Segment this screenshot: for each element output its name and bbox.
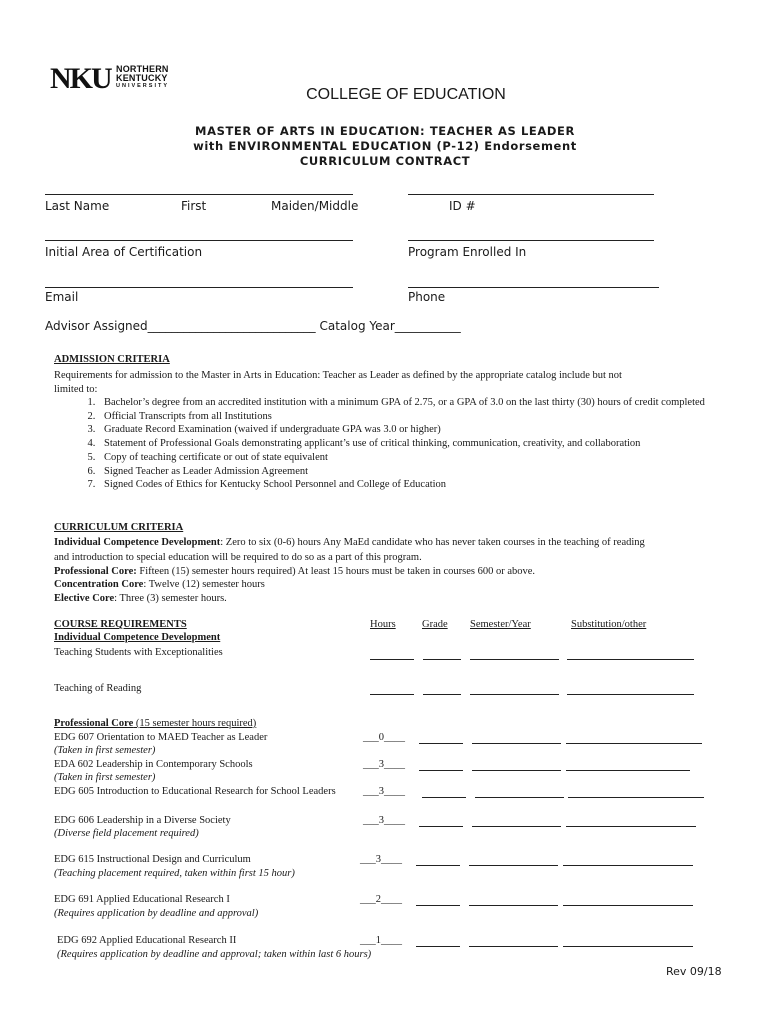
pc-course-691-note: (Requires application by deadline and approval) [54,908,259,919]
icd-2-hours-line[interactable] [370,694,414,695]
icd-criteria-text: : Zero to six (0-6) hours Any MaEd candidate who has never taken courses in the teaching of reading [220,537,645,548]
pc-criteria-text: Fifteen (15) semester hours required) At least 15 hours must be taken in courses 600 or above. [136,566,536,577]
list-item: 3. Graduate Record Examination (waived if undergraduate GPA was 3.0 or higher) [98,423,758,437]
pc-691-grade-line[interactable] [416,905,460,906]
pc-615-grade-line[interactable] [416,865,460,866]
pc-course-602-note: (Taken in first semester) [54,772,156,783]
pc-602-semester-line[interactable] [472,770,561,771]
pc-691-semester-line[interactable] [469,905,558,906]
pc-course-605-hours[interactable]: ___3____ [363,786,405,797]
list-item: 4. Statement of Professional Goals demonstrating applicant’s use of critical thinking, communication, creativity, and collaboration [98,437,758,451]
college-title: COLLEGE OF EDUCATION [306,86,506,103]
list-item: 2. Official Transcripts from all Institutions [98,410,758,424]
pc-692-sub-line[interactable] [563,946,693,947]
pc-606-semester-line[interactable] [472,826,561,827]
col-hours: Hours [370,619,396,630]
logo-line-3: UNIVERSITY [116,83,170,89]
ec-criteria-label: Elective Core [54,593,115,604]
pc-692-grade-line[interactable] [416,946,460,947]
pc-615-semester-line[interactable] [469,865,558,866]
endorsement-title: with ENVIRONMENTAL EDUCATION (P-12) Endorsement [193,139,577,153]
cc-criteria-label: Concentration Core [54,579,144,590]
phone-label: Phone [408,290,446,304]
icd-criteria-label: Individual Competence Development [54,537,221,548]
pc-heading [54,718,256,729]
ec-criteria-text: : Three (3) semester hours. [114,593,227,604]
icd-course-2: Teaching of Reading [54,683,142,694]
email-label: Email [45,290,79,304]
pc-course-607: EDG 607 Orientation to MAED Teacher as Leader [54,732,268,743]
logo-line-1: NORTHERN [116,64,169,74]
admission-intro-2: limited to: [54,384,98,395]
admission-list [54,396,758,492]
certification-line[interactable] [45,240,353,241]
icd-2-grade-line[interactable] [423,694,461,695]
icd-criteria-text-2: and introduction to special education will be required to do so as a part of this program. [54,552,422,563]
icd-1-grade-line[interactable] [423,659,461,660]
pc-course-606-hours[interactable]: ___3____ [363,815,405,826]
pc-course-692: EDG 692 Applied Educational Research II [57,935,237,946]
pc-course-692-hours[interactable]: ___1____ [360,935,402,946]
admission-intro: Requirements for admission to the Master in Arts in Education: Teacher as Leader as defined by the appropriate catalog include but not [54,370,622,381]
advisor-catalog-line[interactable]: Advisor Assigned____________________________ Catalog Year___________ [45,319,461,333]
pc-course-615: EDG 615 Instructional Design and Curriculum [54,854,251,865]
id-line[interactable] [408,194,654,195]
logo-line-2: KENTUCKY [116,73,168,83]
pc-605-grade-line[interactable] [422,797,466,798]
pc-605-sub-line[interactable] [568,797,704,798]
pc-606-sub-line[interactable] [566,826,696,827]
pc-course-602: EDA 602 Leadership in Contemporary Schools [54,759,253,770]
col-grade: Grade [422,619,448,630]
program-title: MASTER OF ARTS IN EDUCATION: TEACHER AS LEADER [195,124,575,138]
pc-606-grade-line[interactable] [419,826,463,827]
icd-2-semester-line[interactable] [470,694,559,695]
pc-602-sub-line[interactable] [566,770,690,771]
pc-607-sub-line[interactable] [566,743,702,744]
list-item: 5. Copy of teaching certificate or out of state equivalent [98,451,758,465]
certification-label: Initial Area of Certification [45,245,203,259]
program-line[interactable] [408,240,654,241]
icd-1-hours-line[interactable] [370,659,414,660]
hours-value: 3 [378,815,384,826]
pc-607-semester-line[interactable] [472,743,561,744]
pc-heading-note: (15 semester hours required) [133,718,257,729]
pc-course-606: EDG 606 Leadership in a Diverse Society [54,815,231,826]
pc-605-semester-line[interactable] [475,797,564,798]
icd-heading: Individual Competence Development [54,632,221,643]
hours-value: 3 [375,854,381,865]
phone-line[interactable] [408,287,659,288]
logo-mark: NKU [50,62,111,95]
pc-692-semester-line[interactable] [469,946,558,947]
pc-course-692-note: (Requires application by deadline and approval; taken within last 6 hours) [57,949,372,960]
icd-1-sub-line[interactable] [567,659,694,660]
document-type: CURRICULUM CONTRACT [299,154,471,168]
pc-course-691-hours[interactable]: ___2____ [360,894,402,905]
pc-heading-label: Professional Core [54,718,134,729]
pc-615-sub-line[interactable] [563,865,693,866]
admission-heading: ADMISSION CRITERIA [54,354,170,365]
col-semester: Semester/Year [470,619,531,630]
col-substitution: Substitution/other [571,619,647,630]
email-line[interactable] [45,287,353,288]
icd-2-sub-line[interactable] [567,694,694,695]
curriculum-heading: CURRICULUM CRITERIA [54,522,184,533]
icd-1-semester-line[interactable] [470,659,559,660]
hours-value: 3 [378,786,384,797]
cc-criteria [54,579,265,590]
maiden-label: Maiden/Middle [271,199,359,213]
pc-course-607-note: (Taken in first semester) [54,745,156,756]
pc-course-602-hours[interactable]: ___3____ [363,759,405,770]
pc-course-615-hours[interactable]: ___3____ [360,854,402,865]
ec-criteria [54,593,227,604]
hours-value: 2 [375,894,381,905]
pc-criteria [54,566,535,577]
cc-criteria-text: : Twelve (12) semester hours [143,579,265,590]
last-name-label: Last Name [45,199,110,213]
icd-criteria [54,537,645,548]
list-item: 7. Signed Codes of Ethics for Kentucky School Personnel and College of Education [98,478,758,492]
pc-course-605: EDG 605 Introduction to Educational Research for School Leaders [54,786,336,797]
hours-value: 3 [378,759,384,770]
pc-course-606-note: (Diverse field placement required) [54,828,199,839]
id-label: ID # [449,199,476,213]
program-label: Program Enrolled In [408,245,527,259]
pc-course-607-hours[interactable]: ___0____ [363,732,405,743]
pc-691-sub-line[interactable] [563,905,693,906]
pc-607-grade-line[interactable] [419,743,463,744]
pc-602-grade-line[interactable] [419,770,463,771]
name-line[interactable] [45,194,353,195]
list-item: 1. Bachelor’s degree from an accredited institution with a minimum GPA of 2.75, or a GPA of 3.0 on the last thirty (30) hours of credit completed [98,396,758,410]
list-item: 6. Signed Teacher as Leader Admission Agreement [98,465,758,479]
first-name-label: First [181,199,207,213]
icd-course-1: Teaching Students with Exceptionalities [54,647,223,658]
requirements-heading: COURSE REQUIREMENTS [54,619,187,630]
hours-value: 0 [378,732,384,743]
hours-value: 1 [375,935,381,946]
pc-course-691: EDG 691 Applied Educational Research I [54,894,230,905]
pc-criteria-label: Professional Core: [54,566,137,577]
pc-course-615-note: (Teaching placement required, taken within first 15 hour) [54,868,295,879]
revision-label: Rev 09/18 [666,965,722,978]
